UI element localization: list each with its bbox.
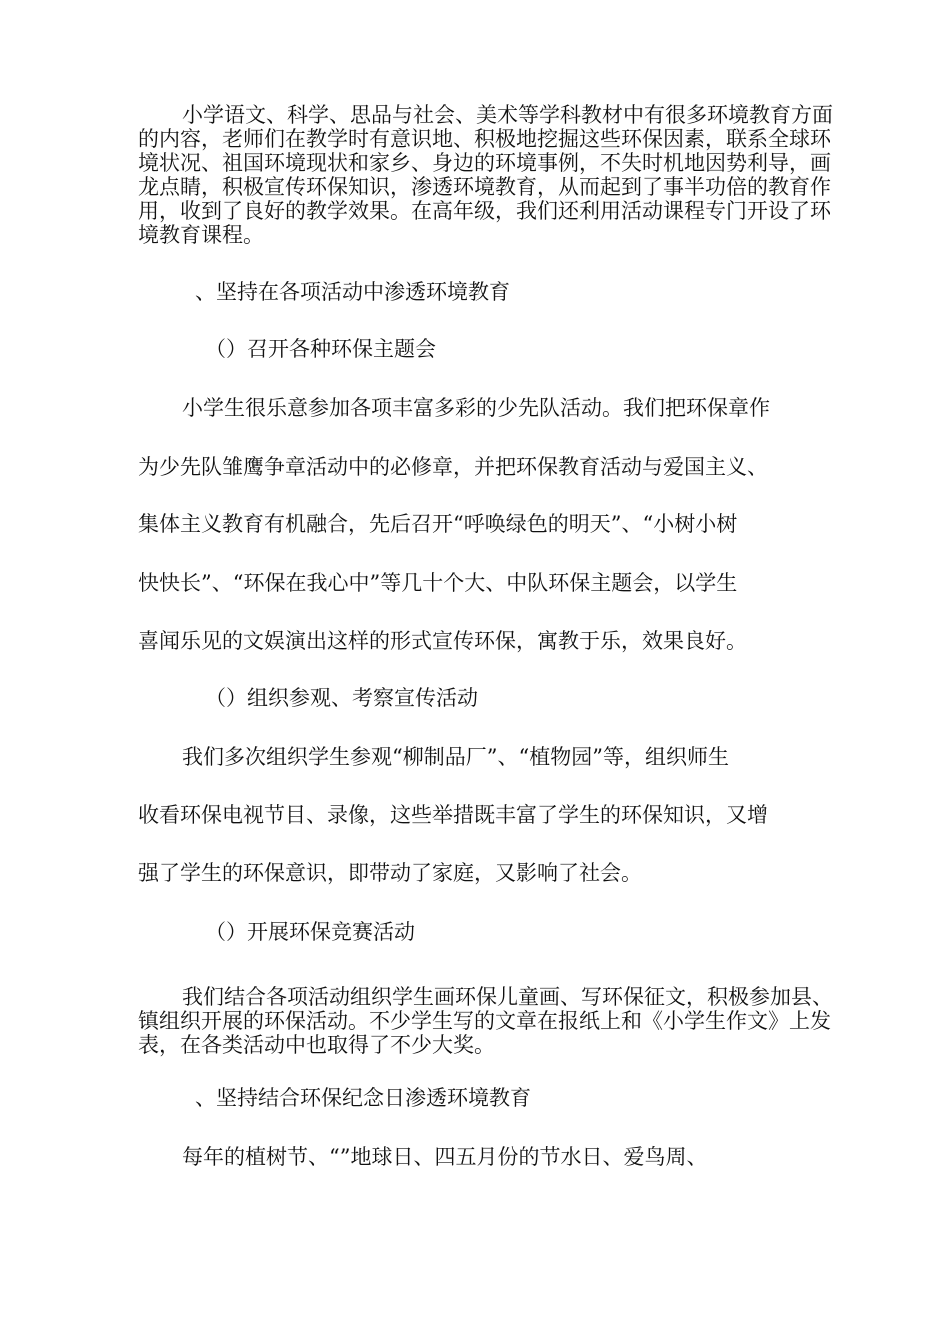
paragraph-line: 我们多次组织学生参观“柳制品厂”、“植物园”等，组织师生 [182, 745, 729, 769]
paragraph-line: 集体主义教育有机融合，先后召开“呼唤绿色的明天”、“小树小树 [138, 512, 738, 536]
paragraph-line: 为少先队雏鹰争章活动中的必修章，并把环保教育活动与爱国主义、 [138, 455, 768, 479]
paragraph-line: 小学生很乐意参加各项丰富多彩的少先队活动。我们把环保章作 [182, 396, 770, 420]
paragraph-line: 收看环保电视节目、录像，这些举措既丰富了学生的环保知识，又增 [138, 803, 768, 827]
section-heading-memorial-days: 、坚持结合环保纪念日渗透环境教育 [195, 1086, 531, 1110]
subheading-theme-meetings: （）召开各种环保主题会 [205, 337, 436, 361]
paragraph-subject-teaching: 小学语文、科学、思品与社会、美术等学科教材中有很多环境教育方面的内容，老师们在教学时有意识地、积极地挖掘这些环保因素，联系全球环境状况、祖国环境现状和家乡、身边的环境事例，不失时机地因势利导，画龙点睛，积极宣传环保知识，渗透环境教育，从而起到了事半功倍的教育作用，收到了良好的教学效果。在高年级，我们还利用活动课程专门开设了环境教育课程。 [138, 103, 833, 247]
paragraph-line: 强了学生的环保意识，即带动了家庭，又影响了社会。 [138, 861, 642, 885]
paragraph-line: 喜闻乐见的文娱演出这样的形式宣传环保，寓教于乐，效果良好。 [138, 629, 747, 653]
paragraph-line: 快快长”、“环保在我心中”等几十个大、中队环保主题会，以学生 [138, 571, 738, 595]
subheading-competitions: （）开展环保竞赛活动 [205, 920, 415, 944]
paragraph-line: 每年的植树节、“”地球日、四五月份的节水日、爱鸟周、 [182, 1145, 708, 1169]
paragraph-competitions: 我们结合各项活动组织学生画环保儿童画、写环保征文，积极参加县、镇组织开展的环保活动。不少学生写的文章在报纸上和《小学生作文》上发表，在各类活动中也取得了不少大奖。 [138, 985, 833, 1057]
section-heading-activities: 、坚持在各项活动中渗透环境教育 [195, 280, 510, 304]
subheading-visits: （）组织参观、考察宣传活动 [205, 686, 478, 710]
